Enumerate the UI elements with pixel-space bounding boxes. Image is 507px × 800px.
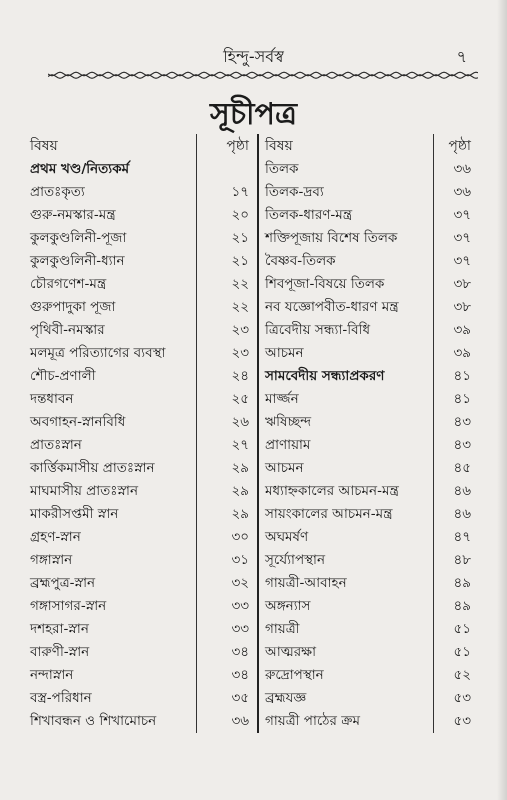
toc-entry-page-right: ৩৮ (453, 299, 471, 315)
toc-entry-title-left: প্রাতঃস্নান (24, 434, 196, 457)
toc-entry-page-right: ৩৭ (453, 207, 471, 223)
toc-entry-title-right: ব্রহ্মযজ্ঞ (258, 687, 433, 710)
toc-entry-page-left: ৩৩ (196, 618, 258, 641)
toc-entry-title-left: গুরু-নমস্কার-মন্ত্র (24, 204, 196, 227)
toc-entry-title-left: পৃথিবী-নমস্কার (24, 319, 196, 342)
toc-entry-title-right: গায়ত্রী-আবাহন (258, 572, 433, 595)
toc-entry-title-right: মধ্যাহ্নকালের আচমন-মন্ত্র (258, 480, 433, 503)
col-header-page-left: পৃষ্ঠা (196, 134, 258, 158)
toc-row (24, 434, 479, 457)
toc-row (24, 595, 479, 618)
toc-entry-page-right: ৪৯ (453, 575, 471, 591)
toc-row (24, 457, 479, 480)
col-header-page-right: পৃষ্ঠা (448, 138, 471, 154)
toc-entry-page-left: ২১ (196, 227, 258, 250)
toc-row (24, 388, 479, 411)
toc-entry-title-left: প্রাতঃকৃত্য (24, 181, 196, 204)
page-number: ৭ (456, 47, 467, 66)
toc-entry-title-left: মাঘমাসীয় প্রাতঃস্নান (24, 480, 196, 503)
toc-entry-title-right: আচমন (258, 342, 433, 365)
toc-entry-page-right: ৩৭ (453, 253, 471, 269)
toc-row (24, 411, 479, 434)
toc-entry-page-left: ২০ (196, 204, 258, 227)
toc-entry-title-right: তিলক-দ্রব্য (258, 181, 433, 204)
toc-row (24, 572, 479, 595)
toc-entry-title-right: সূর্য্যোপস্থান (258, 549, 433, 572)
toc-entry-title-right: তিলক (258, 158, 433, 181)
toc-entry-page-right: ৪৮ (453, 552, 471, 568)
toc-entry-title-left: বস্ত্র-পরিধান (24, 687, 196, 710)
toc-entry-title-left: গঙ্গাসাগর-স্নান (24, 595, 196, 618)
toc-entry-page-right: ৪৬ (453, 506, 471, 522)
toc-entry-title-left: মলমূত্র পরিত্যাগের ব্যবস্থা (24, 342, 196, 365)
toc-row (24, 618, 479, 641)
toc-entry-page-left: ২৯ (196, 480, 258, 503)
toc-title: সূচীপত্র (210, 97, 297, 132)
toc-entry-title-right: প্রাণায়াম (258, 434, 433, 457)
toc-entry-page-right: ৪৩ (453, 437, 471, 453)
toc-entry-title-right: ত্রিবেদীয় সন্ধ্যা-বিধি (258, 319, 433, 342)
toc-entry-title-right: শিবপূজা-বিষয়ে তিলক (258, 273, 433, 296)
toc-entry-page-left (196, 158, 258, 181)
toc-row (24, 181, 479, 204)
toc-entry-page-left: ১৭ (196, 181, 258, 204)
running-title: হিন্দু-সর্বস্ব (223, 47, 284, 66)
toc-entry-title-left: নন্দাস্নান (24, 664, 196, 687)
toc-row (24, 641, 479, 664)
toc-row (24, 273, 479, 296)
toc-entry-page-left: ২২ (196, 296, 258, 319)
toc-entry-page-left: ২৬ (196, 411, 258, 434)
toc-row (24, 296, 479, 319)
toc-entry-title-left: চৌরগণেশ-মন্ত্র (24, 273, 196, 296)
toc-entry-page-right: ৩৬ (453, 161, 471, 177)
toc-row (24, 227, 479, 250)
toc-entry-title-right: বৈষ্ণব-তিলক (258, 250, 433, 273)
toc-entry-page-left: ২৩ (196, 319, 258, 342)
toc-entry-page-right: ৩৮ (453, 276, 471, 292)
toc-entry-page-left: ৩৬ (196, 710, 258, 733)
toc-entry-title-right: নব যজ্ঞোপবীত-ধারণ মন্ত্র (258, 296, 433, 319)
toc-entry-title-right: সামবেদীয় সন্ধ্যাপ্রকরণ (258, 365, 433, 388)
toc-entry-title-left: কুলকুণ্ডলিনী-ধ্যান (24, 250, 196, 273)
toc-entry-title-left: শিখাবন্ধন ও শিখামোচন (24, 710, 196, 733)
toc-entry-title-left: দশহরা-স্নান (24, 618, 196, 641)
toc-row (24, 480, 479, 503)
toc-entry-title-left: কার্ত্তিকমাসীয় প্রাতঃস্নান (24, 457, 196, 480)
toc-entry-title-right: সায়ংকালের আচমন-মন্ত্র (258, 503, 433, 526)
toc-entry-title-left: দন্তধাবন (24, 388, 196, 411)
toc-entry-page-left: ৩২ (196, 572, 258, 595)
toc-entry-title-right: অঘমর্ষণ (258, 526, 433, 549)
toc-entry-page-left: ২৩ (196, 342, 258, 365)
toc-entry-page-right: ৫১ (453, 621, 471, 637)
toc-row (24, 664, 479, 687)
toc-row (24, 365, 479, 388)
toc-row (24, 503, 479, 526)
toc-entry-page-right: ৩৯ (453, 345, 471, 361)
toc-entry-title-right: ঋষিচ্ছন্দ (258, 411, 433, 434)
toc-entry-page-left: ৩৫ (196, 687, 258, 710)
toc-entry-title-left: গ্রহণ-স্নান (24, 526, 196, 549)
toc-entry-title-right: গায়ত্রী (258, 618, 433, 641)
toc-entry-page-left: ২১ (196, 250, 258, 273)
toc-entry-page-left: ৩৪ (196, 664, 258, 687)
toc-entry-page-right: ৪১ (453, 391, 471, 407)
toc-entry-title-left: শৌচ-প্রণালী (24, 365, 196, 388)
toc-entry-title-left: কুলকুণ্ডলিনী-পূজা (24, 227, 196, 250)
toc-entry-title-left: গুরুপাদুকা পূজা (24, 296, 196, 319)
toc-entry-title-left: গঙ্গাস্নান (24, 549, 196, 572)
toc-entry-page-left: ৩১ (196, 549, 258, 572)
toc-row (24, 204, 479, 227)
toc-entry-page-right: ৪১ (453, 368, 471, 384)
toc-header-row (24, 134, 479, 158)
toc-row (24, 687, 479, 710)
toc-entry-title-left: মাকরীসপ্তমী স্নান (24, 503, 196, 526)
toc-entry-title-right: গায়ত্রী পাঠের ক্রম (258, 710, 433, 733)
toc-entry-title-left: অবগাহন-স্নানবিধি (24, 411, 196, 434)
toc-entry-page-right: ৪৬ (453, 483, 471, 499)
toc-entry-page-right: ৪৩ (453, 414, 471, 430)
col-header-subject-left: বিষয় (24, 134, 196, 158)
toc-entry-page-left: ৩৩ (196, 595, 258, 618)
toc-entry-page-right: ৪৯ (453, 598, 471, 614)
toc-entry-title-right: শক্তিপূজায় বিশেষ তিলক (258, 227, 433, 250)
toc-entry-title-right: আচমন (258, 457, 433, 480)
toc-entry-page-right: ৫৩ (453, 690, 471, 706)
toc-entry-page-right: ৫১ (453, 644, 471, 660)
toc-entry-page-right: ৩৭ (453, 230, 471, 246)
toc-entry-title-right: রুদ্রোপস্থান (258, 664, 433, 687)
toc-row (24, 319, 479, 342)
toc-entry-page-left: ৩৪ (196, 641, 258, 664)
page-header (0, 44, 507, 68)
toc-entry-page-left: ২৪ (196, 365, 258, 388)
toc-entry-title-right: অঙ্গন্যাস (258, 595, 433, 618)
toc-entry-page-right: ৩৬ (453, 184, 471, 200)
toc-entry-title-left: ব্রহ্মপুত্র-স্নান (24, 572, 196, 595)
toc-entry-page-right: ৪৫ (453, 460, 471, 476)
toc-entry-page-right: ৫২ (453, 667, 471, 683)
toc-entry-page-left: ২৭ (196, 434, 258, 457)
toc-row (24, 526, 479, 549)
col-header-subject-right: বিষয় (258, 134, 433, 158)
wavy-divider (48, 70, 478, 80)
toc-row (24, 342, 479, 365)
toc-entry-title-right: তিলক-ধারণ-মন্ত্র (258, 204, 433, 227)
toc-entry-title-left: প্রথম খণ্ড/নিত্যকর্ম (24, 158, 196, 181)
toc-entry-title-left: বারুণী-স্নান (24, 641, 196, 664)
toc-entry-page-right: ৫৩ (453, 713, 471, 729)
toc-entry-title-right: মার্জ্জন (258, 388, 433, 411)
toc-row (24, 549, 479, 572)
toc-entry-title-right: আত্মরক্ষা (258, 641, 433, 664)
toc-entry-page-right: ৩৯ (453, 322, 471, 338)
toc-entry-page-left: ২২ (196, 273, 258, 296)
page-edge-shadow (497, 0, 507, 800)
toc-row (24, 158, 479, 181)
toc-entry-page-right: ৪৭ (453, 529, 471, 545)
toc-entry-page-left: ২৯ (196, 503, 258, 526)
toc-table (24, 134, 479, 733)
toc-row (24, 250, 479, 273)
toc-entry-page-left: ২৯ (196, 457, 258, 480)
toc-row (24, 710, 479, 733)
toc-entry-page-left: ২৫ (196, 388, 258, 411)
toc-entry-page-left: ৩০ (196, 526, 258, 549)
